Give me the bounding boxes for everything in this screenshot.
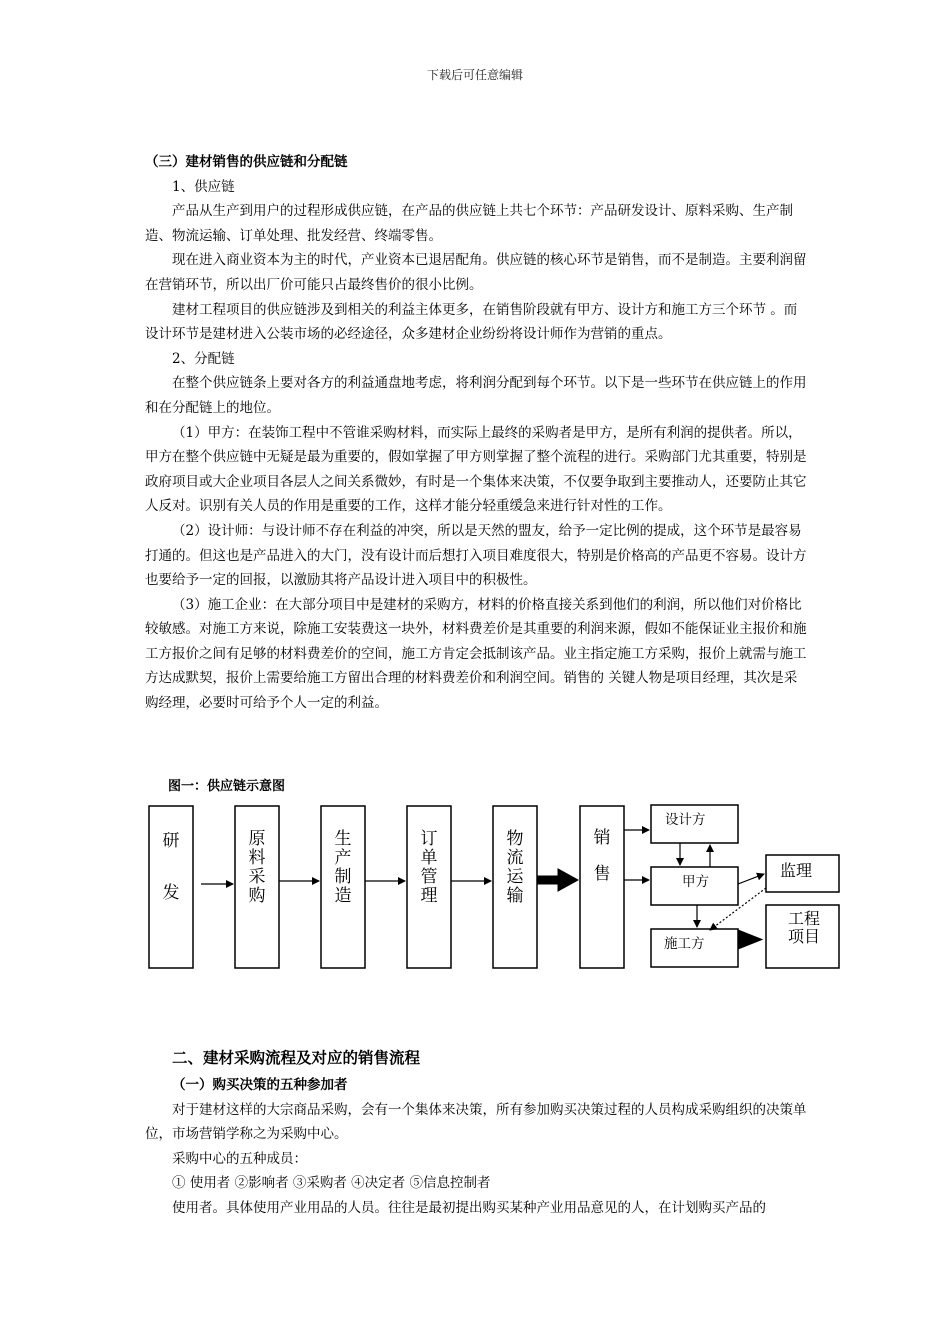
paragraph-designer: （2）设计师：与设计师不存在利益的冲突，所以是天然的盟友，给予一定比例的提成，这个环节是最容易打通的。但这也是产品进入的大门，没有设计而后想打入项目难度很大，特别是价格高的产品更不容易。设计方也要给予一定的回报，以激励其将产品设计进入项目中的积极性。 — [145, 522, 807, 589]
diagram-label-char: 流 — [506, 848, 524, 868]
label-supervisor: 监理 — [780, 861, 813, 880]
diagram-label-char: 产 — [334, 848, 352, 868]
subheading-supply-chain: 1、供应链 — [172, 178, 235, 195]
label-contractor: 施工方 — [664, 936, 705, 952]
diagram-label-char: 理 — [420, 886, 438, 906]
label-project-2: 项目 — [788, 927, 821, 946]
label-rd: 研 — [162, 831, 180, 851]
supply-chain-diagram — [140, 796, 850, 981]
diagram-label-char: 原 — [248, 829, 266, 849]
paragraph: 建材工程项目的供应链涉及到相关的利益主体更多，在销售阶段就有甲方、设计方和施工方三个环节 。而设计环节是建材进入公装市场的必经途径，众多建材企业纷纷将设计师作为营销的重点。 — [145, 301, 798, 343]
paragraph: 采购中心的五种成员： — [172, 1150, 307, 1167]
diagram-label-char: 采 — [248, 867, 266, 887]
label-project-1: 工程 — [788, 909, 821, 928]
procurement-section — [145, 1043, 810, 1221]
label-designer: 设计方 — [665, 812, 706, 828]
diagram-label-char: 管 — [420, 867, 438, 887]
diagram-label-char: 生 — [334, 829, 352, 849]
diagram-label-char: 物 — [506, 829, 524, 849]
diagram-label-char: 购 — [248, 886, 266, 906]
label-rd-2: 发 — [162, 883, 180, 903]
paragraph: 使用者。具体使用产业用品的人员。往往是最初提出购买某种产业用品意见的人，在计划购买产品的 — [172, 1199, 766, 1216]
diagram-label-char: 造 — [334, 886, 352, 906]
diagram-label-char: 输 — [506, 886, 524, 906]
supply-chain-section — [145, 150, 810, 716]
member-list: ① 使用者 ②影响者 ③采购者 ④决定者 ⑤信息控制者 — [172, 1175, 491, 1192]
paragraph: 在整个供应链条上要对各方的利益通盘地考虑，将利润分配到每个环节。以下是一些环节在供应链上的作用和在分配链上的地位。 — [145, 375, 807, 416]
paragraph: 现在进入商业资本为主的时代，产业资本已退居配角。供应链的核心环节是销售，而不是制造。主要利润留在营销环节，所以出厂价可能只占最终售价的很小比例。 — [145, 252, 807, 293]
diagram-label-char: 制 — [334, 867, 352, 887]
paragraph-contractor: （3）施工企业：在大部分项目中是建材的采购方，材料的价格直接关系到他们的利润，所以他们对价格比较敏感。对施工方来说，除施工安装费这一块外，材料费差价是其重要的利润来源，假如不能保证业主报价和施工方报价之间有足够的材料费差价的空间，施工方肯定会抵制该产品。业主指定施工方采购，报价上就需与施工方达成默契，报价上需要给施工方留出合理的材料费差价和利润空间。销售的 关键人物是项目经理，其次是采购经理，必要时可给予个人一定的利益。 — [145, 596, 807, 712]
diagram-label-char: 单 — [420, 848, 438, 868]
diagram-label-char: 售 — [593, 864, 611, 884]
section-title: （三）建材销售的供应链和分配链 — [145, 154, 348, 170]
diagram-label-char: 销 — [593, 828, 611, 848]
paragraph: 产品从生产到用户的过程形成供应链，在产品的供应链上共七个环节：产品研发设计、原料采购、生产制造、物流运输、订单处理、批发经营、终端零售。 — [145, 203, 793, 244]
subheading: （一）购买决策的五种参加者 — [172, 1077, 348, 1093]
label-client: 甲方 — [682, 874, 709, 890]
diagram-label-char: 运 — [506, 867, 524, 887]
paragraph-client: （1）甲方：在装饰工程中不管谁采购材料，而实际上最终的采购者是甲方，是所有利润的提供者。所以，甲方在整个供应链中无疑是最为重要的，假如掌握了甲方则掌握了整个流程的进行。采购部门尤其重要，特别是政府项目或大企业项目各层人之间关系微妙，有时是一个集体来决策，不仅要争取到主要推动人，还要防止其它人反对。识别有关人员的作用是重要的工作，这样才能分轻重缓急来进行针对性的工作。 — [145, 424, 807, 515]
page-header: 下载后可任意编辑 — [426, 68, 523, 82]
paragraph: 对于建材这样的大宗商品采购，会有一个集体来决策，所有参加购买决策过程的人员构成采购组织的决策单位，市场营销学称之为采购中心。 — [145, 1101, 807, 1143]
diagram-label-char: 料 — [248, 848, 266, 868]
section-title: 二、建材采购流程及对应的销售流程 — [172, 1049, 421, 1067]
diagram-label-char: 订 — [420, 829, 438, 849]
figure-title: 图一：供应链示意图 — [168, 779, 286, 794]
subheading-distribution-chain: 2、分配链 — [172, 350, 235, 367]
